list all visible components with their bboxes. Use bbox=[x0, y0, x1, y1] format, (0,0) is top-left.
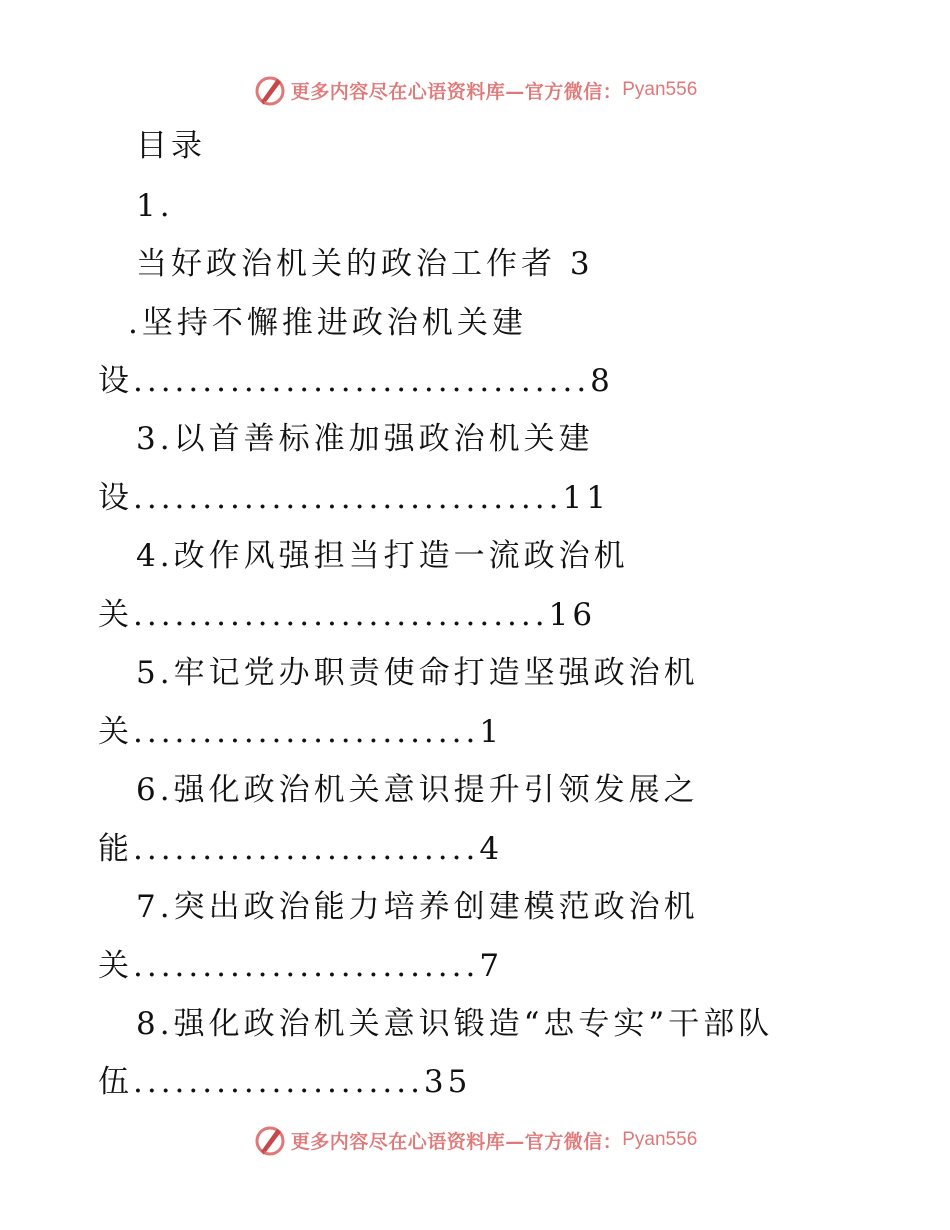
toc-line: 关.........................1 bbox=[98, 714, 504, 750]
watermark-text: 更多内容尽在心语资料库—官方微信： bbox=[290, 1130, 623, 1153]
toc-line: .坚持不懈推进政治机关建 bbox=[128, 305, 527, 341]
toc-line: 3.以首善标准加强政治机关建 bbox=[136, 421, 594, 457]
header-watermark bbox=[0, 70, 950, 110]
quill-pen-icon bbox=[253, 73, 287, 107]
toc-line: 4.改作风强担当打造一流政治机 bbox=[136, 538, 629, 574]
toc-line: 当好政治机关的政治工作者 3 bbox=[136, 246, 594, 282]
toc-line: 1. bbox=[136, 188, 174, 224]
toc-line: 7.突出政治能力培养创建模范政治机 bbox=[136, 889, 699, 925]
watermark-account: Pyan556 bbox=[622, 1129, 698, 1150]
footer-watermark bbox=[0, 1120, 950, 1160]
toc-line: 伍.....................35 bbox=[98, 1064, 472, 1100]
toc-line: 5.牢记党办职责使命打造坚强政治机 bbox=[136, 655, 699, 691]
toc-line: 关..............................16 bbox=[98, 597, 597, 633]
toc-line: 设...............................11 bbox=[98, 480, 610, 516]
watermark-text: 更多内容尽在心语资料库—官方微信： bbox=[290, 80, 623, 103]
toc-line: 设.................................8 bbox=[98, 363, 614, 399]
quill-pen-icon bbox=[253, 1123, 287, 1157]
toc-line: 能.........................4 bbox=[98, 831, 504, 867]
watermark-account: Pyan556 bbox=[622, 79, 698, 100]
toc-line: 关.........................7 bbox=[98, 948, 504, 984]
toc-line: 8.强化政治机关意识锻造“忠专实”干部队 bbox=[136, 1006, 774, 1042]
toc-line: 6.强化政治机关意识提升引领发展之 bbox=[136, 772, 699, 808]
toc-title: 目录 bbox=[136, 128, 206, 164]
